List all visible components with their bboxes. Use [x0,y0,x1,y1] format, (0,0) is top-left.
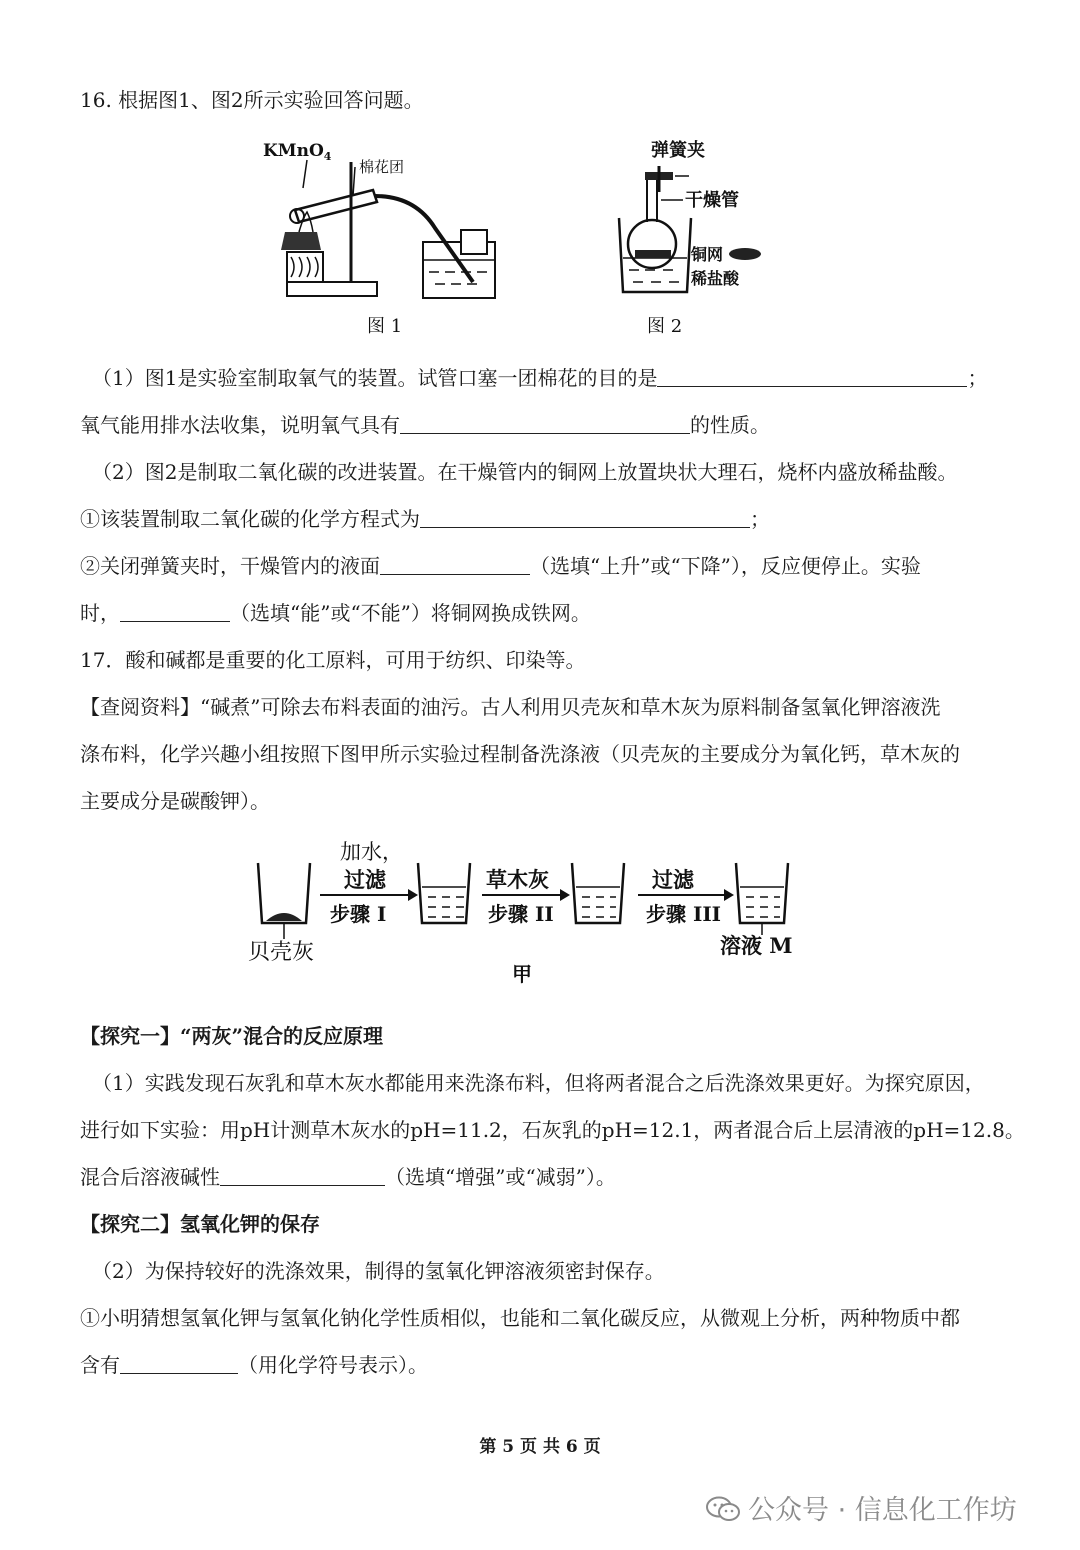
fig2-caption: 图 2 [647,316,683,337]
q17-info-line3: 主要成分是碳酸钾）。 [80,789,270,813]
explore1-line3: 混合后溶液碱性 （选填“增强”或“减弱”）。 [80,1165,616,1189]
explore1-line2: 进行如下实验：用pH计测草木灰水的pH=11.2，石灰乳的pH=12.1，两者混合后上层清液的pH=12.8。 [80,1118,1025,1142]
q17-info-line2: 涤布料，化学兴趣小组按照下图甲所示实验过程制备洗涤液（贝壳灰的主要成分为氧化钙，草木灰的 [80,742,960,766]
q16-part2-line4: 时， （选填“能”或“不能”）将铜网换成铁网。 [80,601,591,625]
step3-bottom-label: 步骤 III [646,902,722,926]
fig1-cotton-label: 棉花团 [359,158,405,176]
step1-top1-label: 加水， [340,840,403,864]
answer-blank-iron-mesh[interactable] [120,599,230,622]
explore2-line2: ①小明猜想氢氧化钾与氢氧化钠化学性质相似，也能和二氧化碳反应，从微观上分析，两种物质中都 [80,1306,960,1330]
step3-top-label: 过滤 [652,867,694,892]
fig2-tube-label: 干燥管 [685,190,739,211]
process-diagram [240,835,820,995]
watermark [706,1488,1017,1527]
fig2-mesh-label: 铜网 [691,245,724,264]
answer-blank-oxygen-property[interactable] [400,411,690,434]
q16-title: 16. 根据图1、图2所示实验回答问题。 [80,88,424,112]
answer-blank-cotton-purpose[interactable] [657,364,967,387]
page-footer: 第 5 页 共 6 页 [479,1437,601,1457]
q16-part2-line3: ②关闭弹簧夹时，干燥管内的液面 （选填“上升”或“下降”），反应便停止。实验 [80,554,921,578]
explore1-line1: （1）实践发现石灰乳和草木灰水都能用来洗涤布料，但将两者混合之后洗涤效果更好。为探究原因， [92,1071,985,1095]
step2-top-label: 草木灰 [486,867,549,892]
q16-part1-line2: 氧气能用排水法收集，说明氧气具有 的性质。 [80,413,770,437]
explore2-line1: （2）为保持较好的洗涤效果，制得的氢氧化钾溶液须密封保存。 [92,1259,665,1283]
wechat-icon [706,1496,740,1522]
answer-blank-chemical-symbol[interactable] [120,1351,238,1374]
explore2-line3: 含有 （用化学符号表示）。 [80,1353,428,1377]
explore1-heading: 【探究一】“两灰”混合的反应原理 [80,1024,384,1048]
answer-blank-alkalinity[interactable] [220,1163,385,1186]
watermark-text: 公众号 · 信息化工作坊 [748,1495,1017,1526]
q17-info-line1: 【查阅资料】“碱煮”可除去布料表面的油污。古人利用贝壳灰和草木灰为原料制备氢氧化钾溶液洗 [80,695,941,719]
solution-m-label: 溶液 M [720,933,793,958]
q17-title: 17．酸和碱都是重要的化工原料，可用于纺织、印染等。 [80,648,586,672]
answer-blank-co2-equation[interactable] [420,505,750,528]
step2-bottom-label: 步骤 II [488,902,554,926]
explore2-heading: 【探究二】氢氧化钾的保存 [80,1212,320,1236]
q16-part2-line1: （2）图2是制取二氧化碳的改进装置。在干燥管内的铜网上放置块状大理石，烧杯内盛放稀盐酸。 [92,460,958,484]
fig1-kmno4-label: KMnO$_4$ [263,141,332,163]
q16-part1-line1: （1）图1是实验室制取氧气的装置。试管口塞一团棉花的目的是 ； [92,366,988,390]
step1-bottom-label: 步骤 I [330,902,387,926]
q16-part2-line2: ①该装置制取二氧化碳的化学方程式为 ； [80,507,770,531]
fig2-clip-label: 弹簧夹 [651,140,705,161]
shell-ash-label: 贝壳灰 [248,940,315,965]
fig2-acid-label: 稀盐酸 [691,269,740,288]
figure-2 [605,132,775,342]
answer-blank-liquid-level[interactable] [380,552,530,575]
diagram-caption: 甲 [512,962,532,986]
fig1-caption: 图 1 [367,316,403,337]
step1-top2-label: 过滤 [344,867,386,892]
figure-1 [255,132,505,342]
